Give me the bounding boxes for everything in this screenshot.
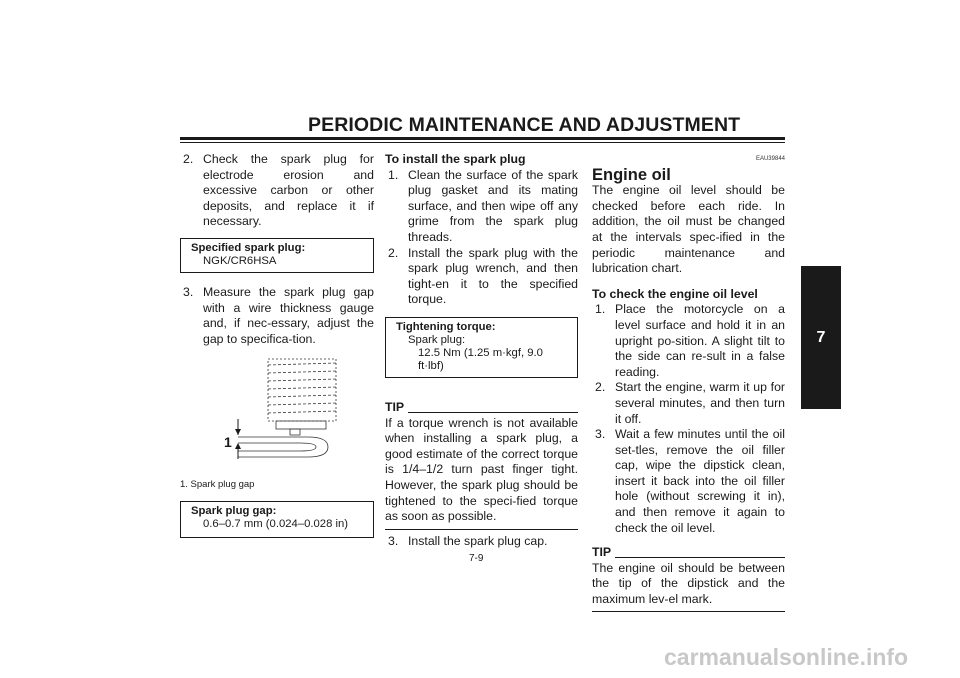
tip-rule <box>615 557 785 558</box>
step-text: Clean the surface of the spark plug gasket and its mating surface, and then wipe off any grime from the spark plug threads. <box>408 167 578 244</box>
left-column <box>180 152 374 538</box>
step-install-plug <box>388 246 578 308</box>
spec-label: Specified spark plug: <box>191 241 306 254</box>
tip-rule <box>408 412 578 413</box>
tip-label: TIP <box>385 399 405 414</box>
figure-callout: 1 <box>224 434 232 451</box>
step-text: Wait a few minutes until the oil set-tles, remove the oil filler cap, wipe the dipstick clean, insert it back into the oil filler hole (without screwing it in), and then remove it again to check the oil level. <box>615 427 785 535</box>
spec-value: 12.5 Nm (1.25 m·kgf, 9.0 ft·lbf) <box>418 346 543 372</box>
spec-value: NGK/CR6HSA <box>203 254 277 267</box>
step-install-cap <box>388 534 578 550</box>
step-number: 2. <box>183 152 194 166</box>
spec-box-torque <box>385 317 578 378</box>
section-heading: To install the spark plug <box>385 152 526 166</box>
step-start-engine <box>595 380 785 427</box>
section-subheading: To check the engine oil level <box>592 286 758 301</box>
spec-value: 0.6–0.7 mm (0.024–0.028 in) <box>203 517 349 530</box>
engine-oil-heading: Engine oil <box>592 165 671 184</box>
step-number: 1. <box>388 167 399 182</box>
step-number: 3. <box>388 533 399 548</box>
step-number: 2. <box>388 245 399 260</box>
tip-label: TIP <box>592 545 612 560</box>
spark-plug-illustration <box>180 355 374 471</box>
step-check-dipstick <box>595 427 785 536</box>
step-clean-gasket <box>388 168 578 246</box>
engine-oil-intro: The engine oil level should be checked before each ride. In addition, the oil must be changed at the intervals spec-ified in the periodic maintenance and lubrication chart. <box>592 183 785 276</box>
step-text: Start the engine, warm it up for several minutes, and then turn it off. <box>615 380 785 426</box>
step-text: Install the spark plug cap. <box>408 533 548 548</box>
step-number: 3. <box>183 284 194 299</box>
tip-text: The engine oil should be between the tip of the dipstick and the maximum lev-el mark. <box>592 561 785 612</box>
chapter-tab: 7 <box>801 266 841 409</box>
reference-code: EAU39844 <box>755 156 785 162</box>
spec-box-gap <box>180 501 374 538</box>
step-number: 3. <box>595 427 606 442</box>
step-number: 1. <box>595 302 606 317</box>
step-check-spark-plug <box>183 152 374 230</box>
watermark: carmanualsonline.info <box>664 644 909 670</box>
step-text: Measure the spark plug gap with a wire thickness gauge and, if nec-essary, adjust the gap to specifica-tion. <box>203 284 374 346</box>
page-header-title: PERIODIC MAINTENANCE AND ADJUSTMENT <box>308 114 741 136</box>
right-column <box>592 152 785 612</box>
step-text: Install the spark plug with the spark plug wrench, and then tight-en it to the specified torque. <box>408 245 578 307</box>
spec-label: Tightening torque: <box>396 320 496 333</box>
tip-heading <box>592 545 785 561</box>
step-measure-gap <box>183 285 374 347</box>
figure-caption: 1. Spark plug gap <box>180 479 255 491</box>
middle-column <box>385 152 578 549</box>
spec-box-spark-plug <box>180 238 374 273</box>
spec-label: Spark plug gap: <box>191 504 277 517</box>
tip-text: If a torque wrench is not available when installing a spark plug, a good estimate of the correct torque is 1/4–1/2 turn past finger tight. However, the spark plug should be tightened to the speci-fied torque as soon as possible. <box>385 416 578 530</box>
header-rule-thin <box>180 142 785 143</box>
header-rule-thick <box>180 137 785 140</box>
step-text: Check the spark plug for electrode erosion and excessive carbon or other deposits, and replace it if necessary. <box>203 152 374 229</box>
page-number: 7-9 <box>469 553 484 564</box>
spark-plug-gap-figure <box>180 355 374 471</box>
spec-item: Spark plug: <box>408 333 466 346</box>
tip-heading <box>385 400 578 416</box>
step-text: Place the motorcycle on a level surface and hold it in an upright po-sition. A slight tilt to the side can re-sult in a false reading. <box>615 302 785 379</box>
step-number: 2. <box>595 380 606 395</box>
step-place-motorcycle <box>595 302 785 380</box>
